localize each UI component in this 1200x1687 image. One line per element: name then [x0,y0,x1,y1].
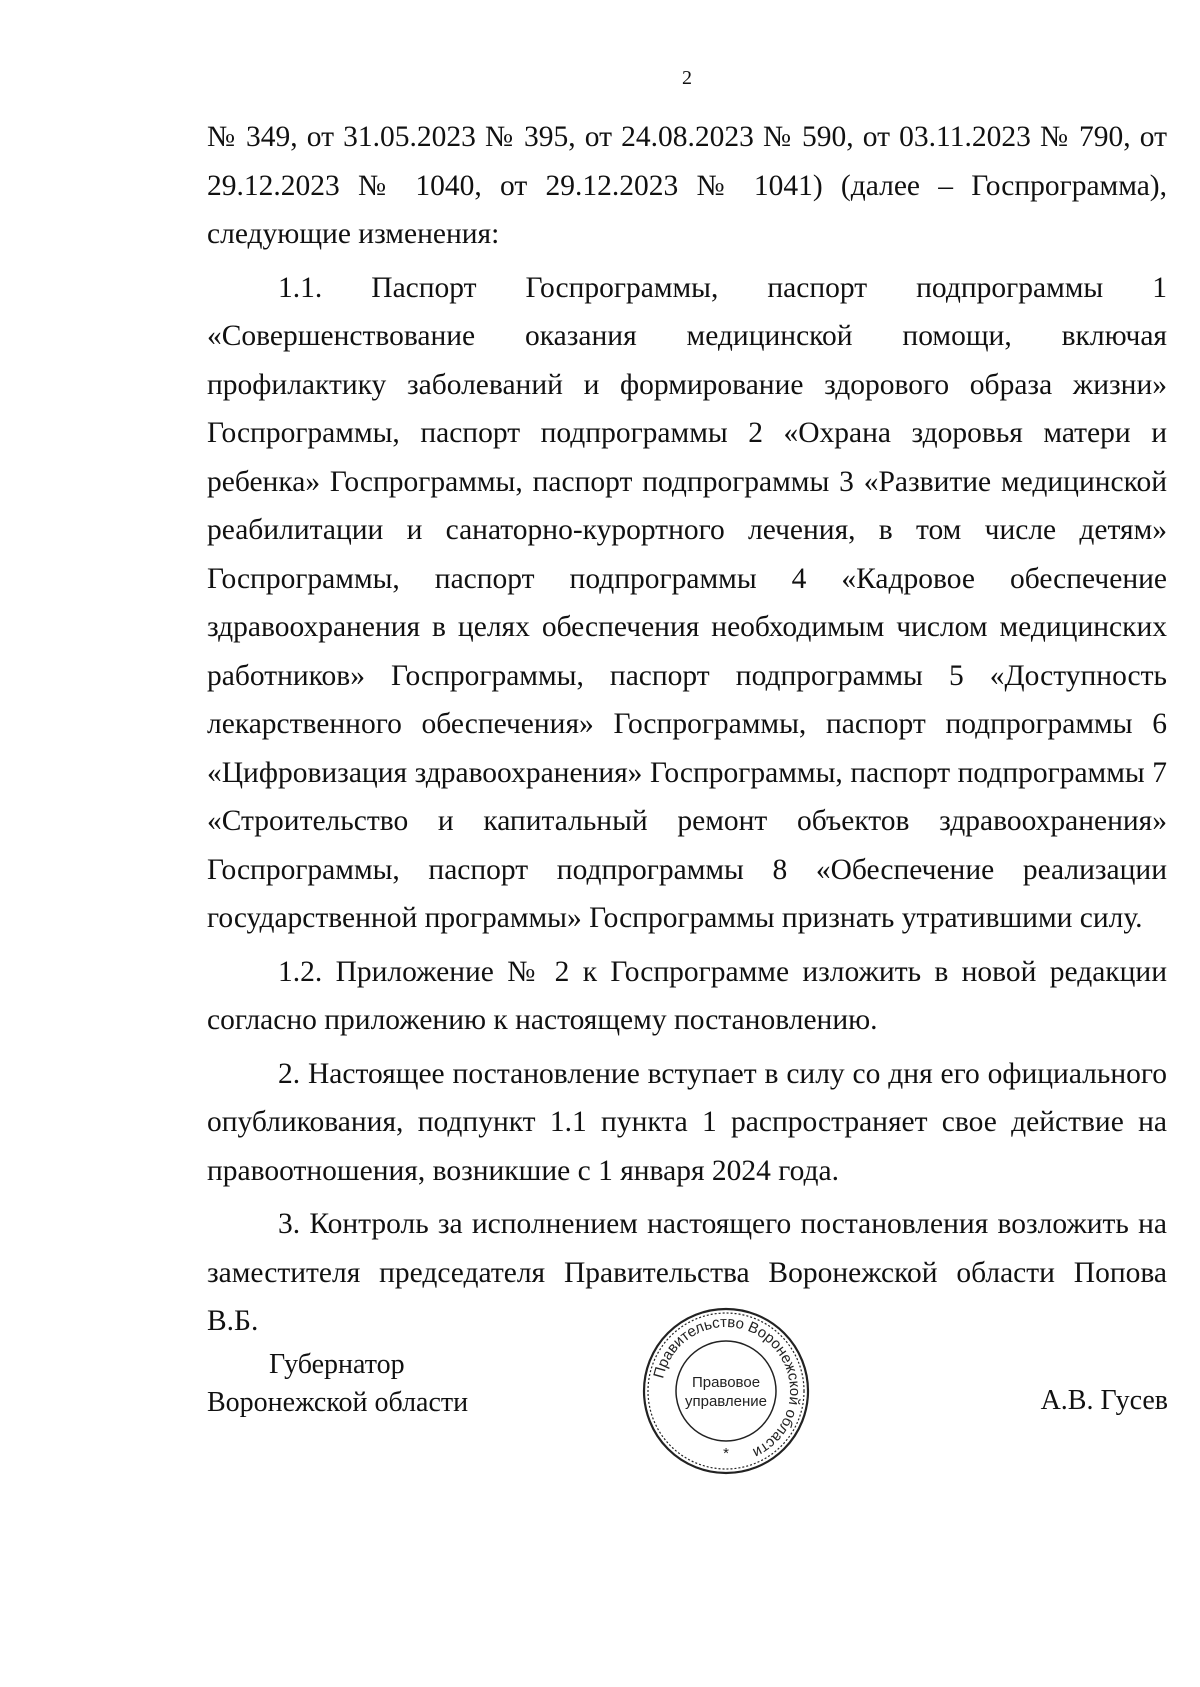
document-body [207,113,1167,1346]
stamp-star: * [723,1445,729,1462]
signatory-title [207,1346,468,1422]
signatory-title-line2: Воронежской области [207,1387,469,1418]
stamp-inner-ring [676,1341,776,1441]
paragraph-item-1-2: 1.2. Приложение № 2 к Госпрограмме изложить в новой редакции согласно приложению к настоящему постановлению. [207,955,1167,1036]
stamp-center-line2: управление [684,1393,768,1410]
official-stamp [640,1305,812,1477]
stamp-seal [640,1305,812,1477]
paragraph-item-1-1: 1.1. Паспорт Госпрограммы, паспорт подпрограммы 1 «Совершенствование оказания медицинской помощи, включая профилактику заболеваний и формирование здорового образа жизни» Госпрограммы, паспорт подпрограммы 2 «Охрана здоровья матери и ребенка» Госпрограммы, паспорт подпрограммы 3 «Развитие медицинской реабилитации и санаторно-курортного лечения, в том числе детям» Госпрограммы, паспорт подпрограммы 4 «Кадровое обеспечение здравоохранения в целях обеспечения необходимым числом медицинских работников» Госпрограммы, паспорт подпрограммы 5 «Доступность лекарственного обеспечения» Госпрограммы, паспорт подпрограммы 6 «Цифровизация здравоохранения» Госпрограммы, паспорт подпрограммы 7 «Строительство и капитальный ремонт объектов здравоохранения» Госпрограммы, паспорт подпрограммы 8 «Обеспечение реализации государственной программы» Госпрограммы признать утратившими силу. [207,271,1167,934]
page-number: 2 [682,67,692,89]
stamp-ring-text: Правительство Воронежской области [650,1313,804,1462]
paragraph-item-2: 2. Настоящее постановление вступает в силу со дня его официального опубликования, подпункт 1.1 пункта 1 распространяет свое действие на правоотношения, возникшие с 1 января 2024 года. [207,1057,1167,1187]
stamp-center-line1: Правовое [691,1374,761,1391]
paragraph-continuation: № 349, от 31.05.2023 № 395, от 24.08.2023 № 590, от 03.11.2023 № 790, от 29.12.2023 № 1040, от 29.12.2023 № 1041) (далее – Госпрограмма), следующие изменения: [207,121,1167,250]
signatory-title-line1: Губернатор [269,1349,405,1380]
paragraph-item-3: 3. Контроль за исполнением настоящего постановления возложить на заместителя председателя Правительства Воронежской области Попова В.Б. [207,1208,1167,1337]
signatory-name: А.В. Гусев [1040,1385,1168,1416]
